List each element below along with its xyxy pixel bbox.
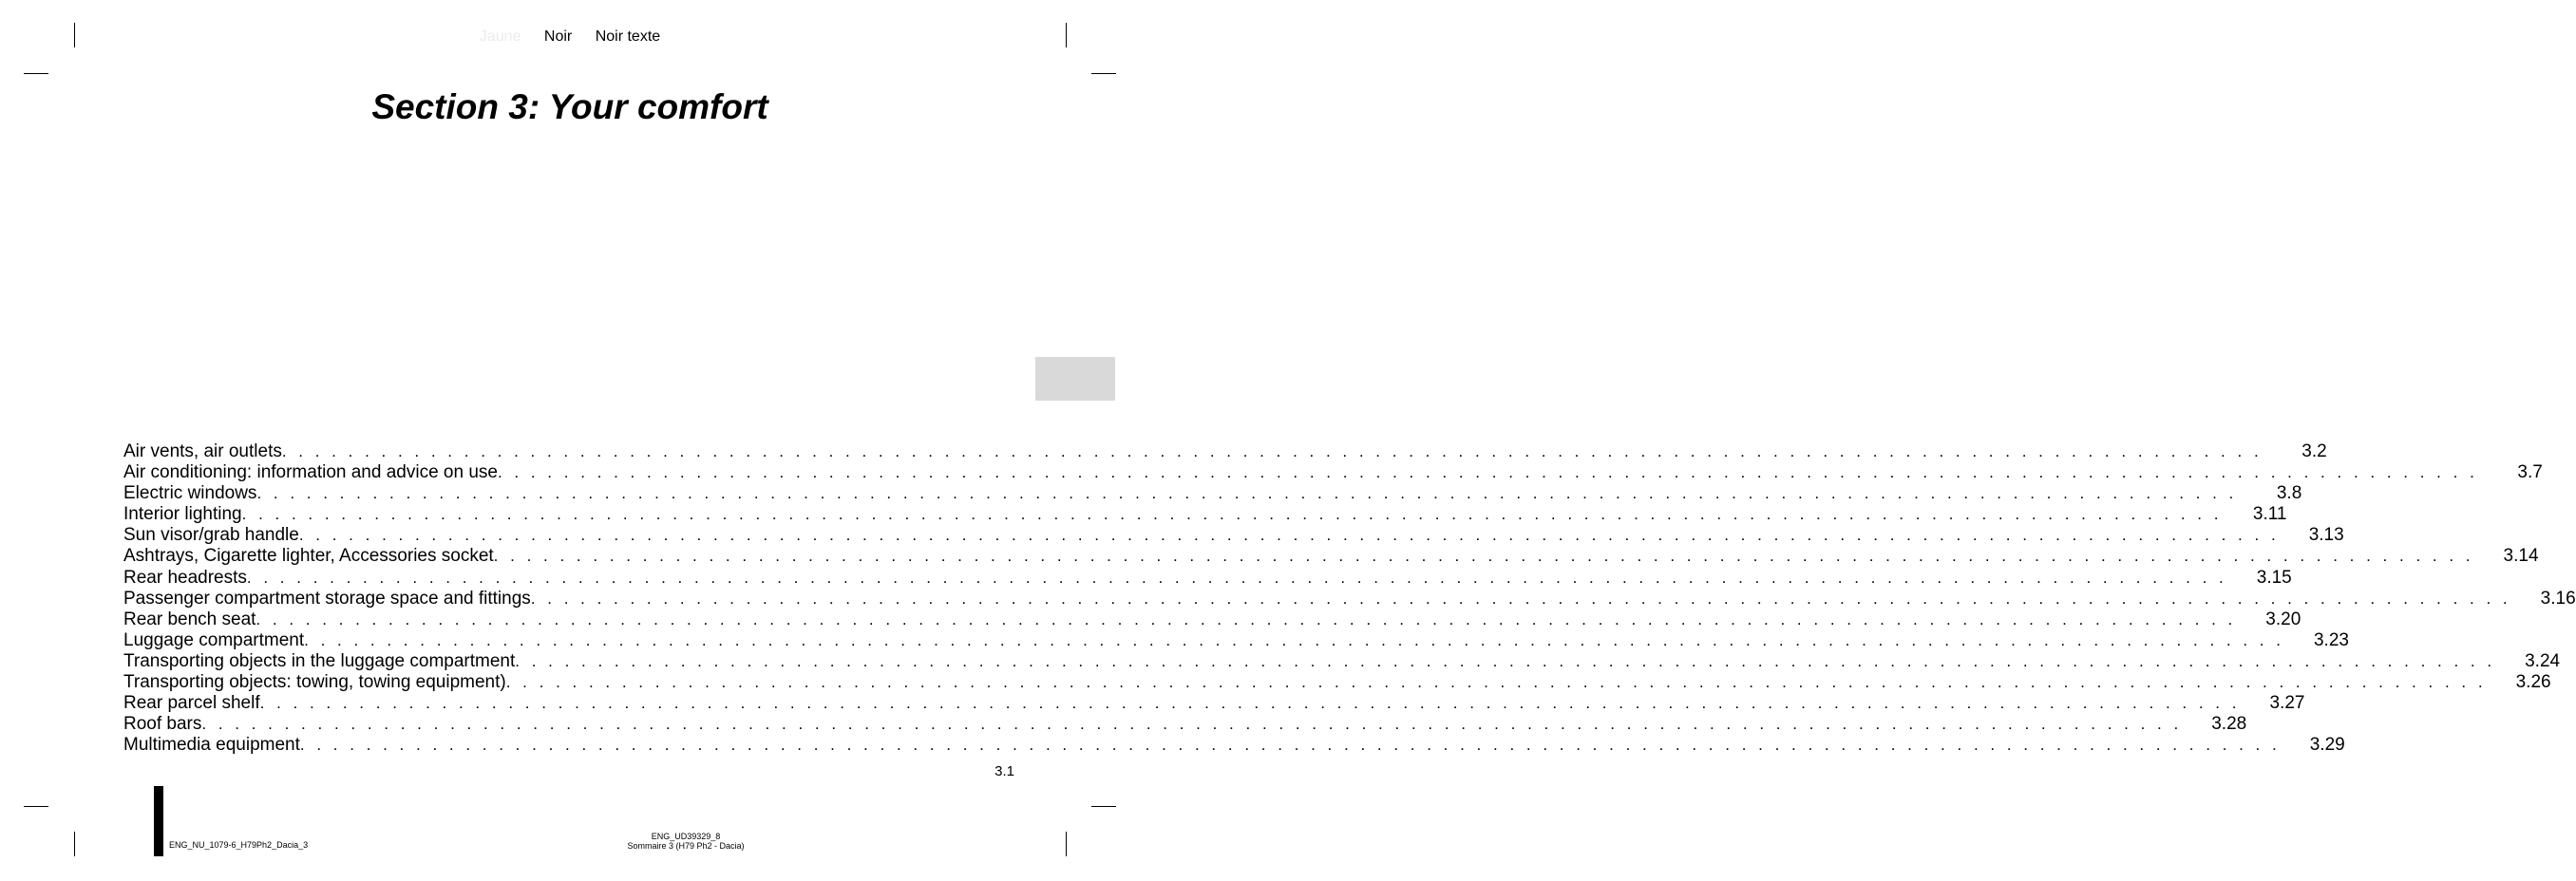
toc-entry[interactable]: [123, 735, 2345, 756]
section-tab: [1035, 357, 1115, 401]
toc-entry-page: 3.23: [2313, 629, 2349, 650]
toc-entry-label: Transporting objects in the luggage compartment: [123, 650, 516, 671]
toc-entry[interactable]: [123, 483, 2302, 504]
color-labels: [0, 28, 1140, 46]
page-number: 3.1: [994, 763, 1014, 779]
toc-entry-label: Roof bars: [123, 714, 202, 735]
toc-entry-page: 3.2: [2301, 441, 2327, 461]
toc-entry-label: Luggage compartment: [123, 629, 305, 650]
toc-entry-page: 3.8: [2276, 483, 2302, 504]
toc-dot-leader: . . . . . . . . . . . . . . . . . . . . . . . . . . . . . . . . . . . . . . . . . . . . . . . . . . . . . . . . . . . . . . . . . . . . . . . . . . . . . . . . . . . . . . . . . . . . . . . . . . . . . . . . . . . . . . . . . . . . . . . .: [256, 484, 2238, 503]
toc-entry-label: Air conditioning: information and advice on use: [123, 462, 498, 483]
toc-dot-leader: . . . . . . . . . . . . . . . . . . . . . . . . . . . . . . . . . . . . . . . . . . . . . . . . . . . . . . . . . . . . . . . . . . . . . . . . . . . . . . . . . . . . . . . . . . . . . . . . . . . . . . . . . . . . . . . . . . . . . . . .: [298, 526, 2280, 545]
toc-entry[interactable]: [123, 462, 2543, 483]
toc-entry[interactable]: [123, 525, 2344, 546]
crop-mark: [24, 73, 48, 74]
margin-bar: [154, 786, 163, 856]
toc-entry[interactable]: [123, 567, 2292, 589]
toc-entry[interactable]: [123, 441, 2327, 462]
toc-entry[interactable]: [123, 629, 2349, 651]
toc-dot-leader: . . . . . . . . . . . . . . . . . . . . . . . . . . . . . . . . . . . . . . . . . . . . . . . . . . . . . . . . . . . . . . . . . . . . . . . . . . . . . . . . . . . . . . . . . . . . . . . . . . . . . . . . . . . . . . . . . . . . . . . .: [497, 463, 2478, 482]
section-title: Section 3: Your comfort: [371, 87, 768, 126]
toc-dot-leader: . . . . . . . . . . . . . . . . . . . . . . . . . . . . . . . . . . . . . . . . . . . . . . . . . . . . . . . . . . . . . . . . . . . . . . . . . . . . . . . . . . . . . . . . . . . . . . . . . . . . . . . . . . . . . . . . . . . . . . . .: [281, 442, 2263, 460]
toc-entry-page: 3.11: [2252, 504, 2287, 525]
toc-entry-page: 3.24: [2525, 650, 2561, 671]
color-label-yellow: Jaune: [479, 28, 521, 45]
toc-dot-leader: . . . . . . . . . . . . . . . . . . . . . . . . . . . . . . . . . . . . . . . . . . . . . . . . . . . . . . . . . . . . . . . . . . . . . . . . . . . . . . . . . . . . . . . . . . . . . . . . . . . . . . . . . . . . . . . . . . . . . . . .: [515, 651, 2496, 670]
footer-left-code: ENG_NU_1079-6_H79Ph2_Dacia_3: [169, 840, 309, 850]
toc-entry-label: Sun visor/grab handle: [123, 525, 299, 546]
toc-entry-page: 3.20: [2265, 609, 2301, 629]
crop-mark: [1091, 806, 1116, 807]
toc-entry-label: Rear bench seat: [123, 609, 256, 629]
toc-entry-label: Multimedia equipment: [123, 735, 300, 756]
toc-entry-label: Electric windows: [123, 483, 257, 504]
footer-center: [570, 832, 802, 851]
toc-dot-leader: . . . . . . . . . . . . . . . . . . . . . . . . . . . . . . . . . . . . . . . . . . . . . . . . . . . . . . . . . . . . . . . . . . . . . . . . . . . . . . . . . . . . . . . . . . . . . . . . . . . . . . . . . . . . . . . . . . . . . . . .: [201, 715, 2183, 734]
color-label-black-text: Noir texte: [595, 28, 661, 45]
toc-entry-label: Interior lighting: [123, 504, 242, 525]
toc-entry-label: Rear parcel shelf: [123, 693, 260, 714]
toc-entry-page: 3.29: [2309, 735, 2345, 756]
toc-dot-leader: . . . . . . . . . . . . . . . . . . . . . . . . . . . . . . . . . . . . . . . . . . . . . . . . . . . . . . . . . . . . . . . . . . . . . . . . . . . . . . . . . . . . . . . . . . . . . . . . . . . . . . . . . . . . . . . . . . . . . . . .: [530, 589, 2511, 608]
toc-entry-label: Passenger compartment storage space and fittings: [123, 588, 531, 609]
toc-entry-page: 3.13: [2308, 525, 2344, 546]
toc-entry[interactable]: [123, 650, 2561, 672]
toc-entry[interactable]: [123, 672, 2551, 693]
toc-entry-label: Rear headrests: [123, 567, 247, 588]
toc-entry-page: 3.7: [2517, 462, 2543, 483]
toc-entry-label: Transporting objects: towing, towing equipment): [123, 672, 506, 693]
crop-mark: [74, 832, 75, 856]
toc-entry-page: 3.26: [2515, 672, 2551, 693]
toc-entry[interactable]: [123, 588, 2576, 609]
toc-entry-page: 3.15: [2256, 567, 2292, 588]
toc-dot-leader: . . . . . . . . . . . . . . . . . . . . . . . . . . . . . . . . . . . . . . . . . . . . . . . . . . . . . . . . . . . . . . . . . . . . . . . . . . . . . . . . . . . . . . . . . . . . . . . . . . . . . . . . . . . . . . . . . . . . . . . .: [505, 673, 2487, 692]
footer-center-line2: Sommaire 3 (H79 Ph2 - Dacia): [627, 841, 745, 851]
toc-entry-page: 3.27: [2269, 693, 2305, 714]
crop-mark: [24, 806, 48, 807]
toc-entry-page: 3.14: [2503, 546, 2539, 567]
table-of-contents: [123, 441, 2576, 756]
toc-dot-leader: . . . . . . . . . . . . . . . . . . . . . . . . . . . . . . . . . . . . . . . . . . . . . . . . . . . . . . . . . . . . . . . . . . . . . . . . . . . . . . . . . . . . . . . . . . . . . . . . . . . . . . . . . . . . . . . . . . . . . . . .: [299, 736, 2281, 755]
toc-entry[interactable]: [123, 504, 2287, 525]
toc-entry[interactable]: [123, 609, 2301, 630]
toc-entry-label: Ashtrays, Cigarette lighter, Accessories socket: [123, 546, 494, 567]
toc-entry-label: Air vents, air outlets: [123, 441, 282, 461]
toc-entry-page: 3.28: [2211, 714, 2247, 735]
toc-dot-leader: . . . . . . . . . . . . . . . . . . . . . . . . . . . . . . . . . . . . . . . . . . . . . . . . . . . . . . . . . . . . . . . . . . . . . . . . . . . . . . . . . . . . . . . . . . . . . . . . . . . . . . . . . . . . . . . . . . . . . . . .: [493, 547, 2474, 566]
toc-entry[interactable]: [123, 693, 2305, 714]
toc-dot-leader: . . . . . . . . . . . . . . . . . . . . . . . . . . . . . . . . . . . . . . . . . . . . . . . . . . . . . . . . . . . . . . . . . . . . . . . . . . . . . . . . . . . . . . . . . . . . . . . . . . . . . . . . . . . . . . . . . . . . . . . .: [256, 609, 2237, 628]
color-label-black: Noir: [543, 28, 573, 45]
toc-dot-leader: . . . . . . . . . . . . . . . . . . . . . . . . . . . . . . . . . . . . . . . . . . . . . . . . . . . . . . . . . . . . . . . . . . . . . . . . . . . . . . . . . . . . . . . . . . . . . . . . . . . . . . . . . . . . . . . . . . . . . . . .: [246, 568, 2227, 587]
crop-mark: [1091, 73, 1116, 74]
toc-dot-leader: . . . . . . . . . . . . . . . . . . . . . . . . . . . . . . . . . . . . . . . . . . . . . . . . . . . . . . . . . . . . . . . . . . . . . . . . . . . . . . . . . . . . . . . . . . . . . . . . . . . . . . . . . . . . . . . . . . . . . . . .: [259, 694, 2241, 713]
footer-center-line1: ENG_UD39329_8: [651, 832, 721, 841]
toc-dot-leader: . . . . . . . . . . . . . . . . . . . . . . . . . . . . . . . . . . . . . . . . . . . . . . . . . . . . . . . . . . . . . . . . . . . . . . . . . . . . . . . . . . . . . . . . . . . . . . . . . . . . . . . . . . . . . . . . . . . . . . . .: [304, 630, 2284, 649]
toc-entry[interactable]: [123, 546, 2539, 567]
toc-entry[interactable]: [123, 714, 2247, 735]
crop-mark: [1066, 832, 1067, 856]
toc-entry-page: 3.16: [2540, 588, 2576, 609]
toc-dot-leader: . . . . . . . . . . . . . . . . . . . . . . . . . . . . . . . . . . . . . . . . . . . . . . . . . . . . . . . . . . . . . . . . . . . . . . . . . . . . . . . . . . . . . . . . . . . . . . . . . . . . . . . . . . . . . . . . . . . . . . . .: [241, 505, 2223, 524]
